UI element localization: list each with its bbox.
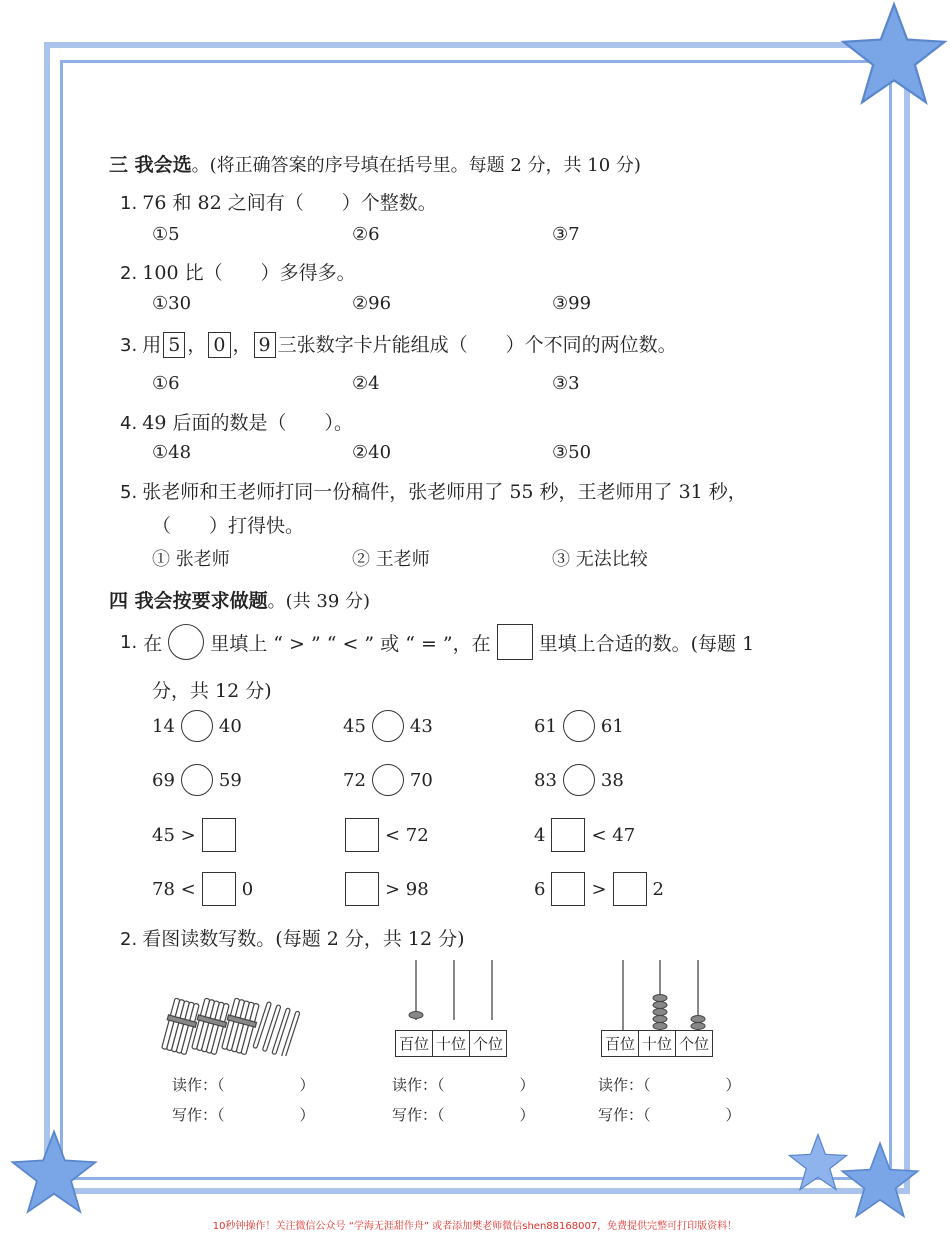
- option-c: ③50: [552, 442, 592, 463]
- fill-left: 45 >: [152, 824, 196, 846]
- option-a: ① 张老师: [152, 549, 230, 570]
- place-label-hundreds: 百位: [602, 1031, 639, 1056]
- separator: ，: [232, 334, 252, 356]
- abacus-image: [603, 958, 723, 1030]
- compare-item: [152, 710, 242, 742]
- answer-circle[interactable]: [181, 710, 213, 742]
- fill-box-item: [152, 872, 253, 906]
- option-a: ①48: [152, 442, 192, 463]
- section4-note: 。(共 39 分): [267, 591, 371, 612]
- option-b: ②40: [352, 442, 392, 463]
- read-as-label: 读作：（ ）: [598, 1076, 741, 1094]
- answer-box[interactable]: [345, 872, 379, 906]
- question-text: 76 和 82 之间有（ ）个整数。: [142, 192, 437, 214]
- answer-box[interactable]: [551, 872, 585, 906]
- section3-note: 。(将正确答案的序号填在括号里。每题 2 分，共 10 分): [191, 155, 641, 176]
- option-b: ②96: [352, 293, 392, 314]
- answer-box-icon: [497, 624, 533, 660]
- answer-box[interactable]: [551, 818, 585, 852]
- abacus-image: [396, 958, 516, 1020]
- compare-right: 70: [409, 769, 433, 791]
- compare-right: 59: [218, 769, 242, 791]
- abacus-place-labels: [395, 1030, 507, 1057]
- answer-circle[interactable]: [181, 764, 213, 796]
- fill-left: 78 <: [152, 878, 196, 900]
- write-as-label: 写作：（ ）: [598, 1106, 741, 1124]
- question-text-post: 三张数字卡片能组成（ ）个不同的两位数。: [277, 334, 677, 356]
- footer-promo-text: 10秒钟操作！关注微信公众号 “学海无涯甜作舟” 或者添加樊老师微信shen88168007，免费提供完整可打印版资料！: [212, 1221, 738, 1232]
- fill-right: 2: [652, 878, 664, 900]
- compare-left: 45: [343, 715, 366, 737]
- question-text: 100 比（ ）多得多。: [142, 262, 356, 284]
- question-text-post: 里填上合适的数。(每题 1: [538, 632, 755, 655]
- compare-left: 69: [152, 769, 175, 791]
- option-c: ③3: [552, 373, 580, 394]
- compare-item: [343, 710, 433, 742]
- question-text: 49 后面的数是（ ）。: [142, 412, 353, 434]
- answer-box[interactable]: [202, 818, 236, 852]
- option-c: ③7: [552, 224, 580, 245]
- answer-circle[interactable]: [372, 764, 404, 796]
- place-label-ones: 个位: [679, 1035, 710, 1053]
- section3-heading: [109, 150, 641, 177]
- fill-box-item: [534, 818, 635, 852]
- option-b: ②6: [352, 224, 380, 245]
- fill-right: 0: [241, 878, 254, 900]
- question-number: 2.: [120, 263, 138, 284]
- fill-box-item: [152, 818, 236, 852]
- stick-bundles-image: [160, 996, 312, 1056]
- option-b: ②4: [352, 373, 380, 394]
- question-row: [120, 188, 437, 215]
- number-card: 0: [208, 332, 230, 358]
- answer-box[interactable]: [613, 872, 647, 906]
- compare-left: 61: [534, 715, 557, 737]
- fill-right: < 72: [385, 824, 429, 846]
- compare-right: 40: [218, 715, 242, 737]
- question-text-line2: 分，共 12 分): [152, 680, 272, 702]
- place-label-tens: 十位: [433, 1031, 470, 1056]
- question-text-pre: 用: [142, 334, 162, 356]
- fill-right: > 98: [385, 878, 429, 900]
- number-card: 5: [163, 332, 185, 358]
- answer-box[interactable]: [345, 818, 379, 852]
- question-text: 看图读数写数。(每题 2 分，共 12 分): [142, 928, 465, 950]
- compare-right: 38: [600, 769, 624, 791]
- fill-left: 4: [534, 824, 546, 846]
- place-label-ones: 个位: [473, 1035, 504, 1053]
- question-text-mid: 里填上 “ > ” “ < ” 或 “ = ”，在: [210, 632, 491, 655]
- compare-item: [534, 710, 624, 742]
- question-row: [120, 258, 356, 285]
- question-row: [120, 924, 465, 951]
- place-label-hundreds: 百位: [396, 1031, 433, 1056]
- option-a: ①5: [152, 224, 180, 245]
- compare-item: [152, 764, 242, 796]
- option-a: ①30: [152, 293, 192, 314]
- question-row: [120, 408, 353, 435]
- question-row: [120, 330, 677, 358]
- read-as-label: 读作：（ ）: [392, 1076, 535, 1094]
- section3-title: 三 我会选: [109, 154, 192, 176]
- fill-box-item: [534, 872, 664, 906]
- answer-circle-icon: [168, 624, 204, 660]
- question-text-line2: （ ）打得快。: [152, 515, 305, 537]
- answer-circle[interactable]: [372, 710, 404, 742]
- separator: ，: [187, 334, 207, 356]
- question-number: 2.: [120, 929, 138, 950]
- question-row: [120, 477, 747, 504]
- read-as-label: 读作：（ ）: [172, 1076, 315, 1094]
- write-as-label: 写作：（ ）: [172, 1106, 315, 1124]
- option-a: ①6: [152, 373, 180, 394]
- fill-box-item: [345, 818, 429, 852]
- compare-right: 61: [600, 715, 624, 737]
- fill-right: < 47: [591, 824, 636, 846]
- number-card: 9: [254, 332, 276, 358]
- question-number: 4.: [120, 413, 138, 434]
- place-label-tens: 十位: [639, 1031, 676, 1056]
- question-text-pre: 在: [143, 632, 163, 655]
- compare-left: 14: [152, 715, 175, 737]
- section4-title: 四 我会按要求做题: [109, 590, 268, 612]
- compare-item: [534, 764, 624, 796]
- question-number: 5.: [120, 482, 138, 503]
- fill-box-item: [345, 872, 429, 906]
- answer-circle[interactable]: [563, 710, 595, 742]
- abacus-place-labels: [601, 1030, 713, 1057]
- question-text: 张老师和王老师打同一份稿件，张老师用了 55 秒，王老师用了 31 秒，: [142, 481, 747, 503]
- compare-left: 83: [534, 769, 557, 791]
- question-row: [120, 624, 754, 660]
- answer-box[interactable]: [202, 872, 236, 906]
- question-number: 3.: [120, 335, 138, 356]
- question-number: 1.: [120, 193, 138, 214]
- question-number: 1.: [120, 631, 138, 653]
- answer-circle[interactable]: [563, 764, 595, 796]
- section4-heading: [109, 586, 370, 613]
- option-b: ② 王老师: [352, 549, 430, 570]
- option-c: ③ 无法比较: [552, 549, 648, 570]
- compare-item: [343, 764, 433, 796]
- compare-left: 72: [343, 769, 366, 791]
- option-c: ③99: [552, 293, 592, 314]
- write-as-label: 写作：（ ）: [392, 1106, 535, 1124]
- compare-right: 43: [409, 715, 433, 737]
- fill-mid: >: [591, 878, 607, 900]
- fill-left: 6: [534, 878, 546, 900]
